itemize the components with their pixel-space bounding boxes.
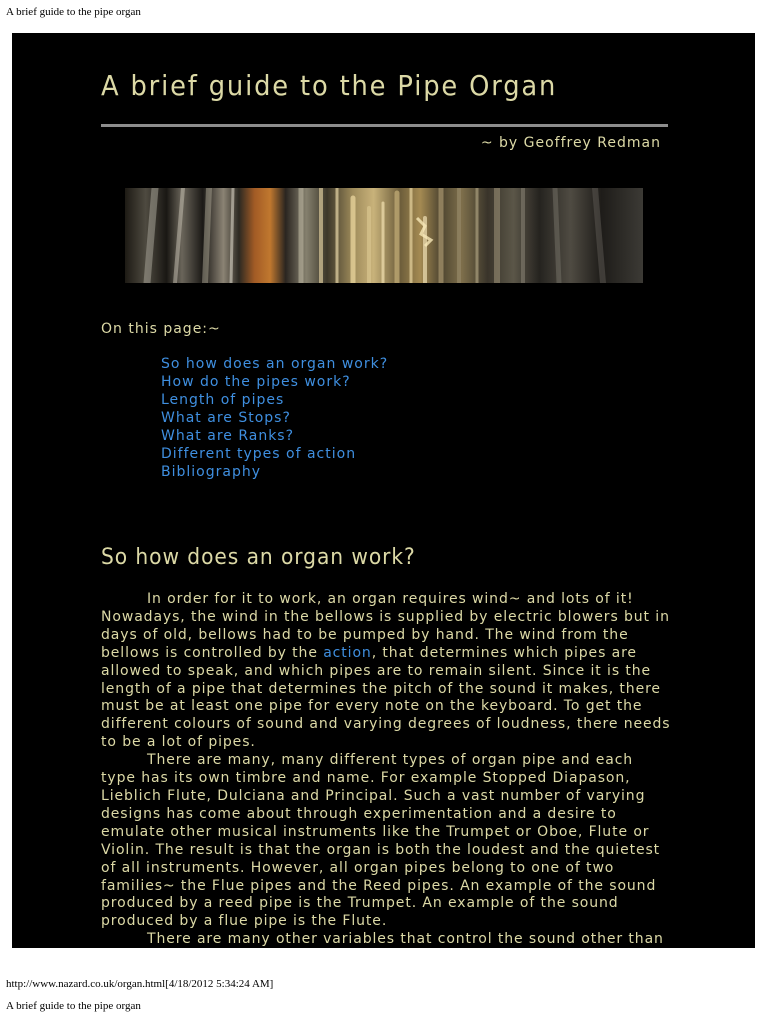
print-footer-title: A brief guide to the pipe organ — [6, 1000, 141, 1012]
section-heading-how-organ-works: So how does an organ work? — [101, 545, 416, 570]
paragraph-2: There are many, many different types of organ pipe and each type has its own timbre and name. For example Stopped Diapason, Lieblich Flute, Dulciana and Principal. Such a vast number of varying designs has come about through experimentation and a desire to emulate other musical instruments like the Trumpet or Oboe, Flute or Violin. The result is that the organ is both the loudest and the quietest of all instruments. However, all organ pipes belong to one of two families~ the Flue pipes and the Reed pipes. An example of the sound produced by a reed pipe is the Trumpet. An example of the sound produced by a flue pipe is the Flute. — [101, 752, 661, 930]
table-of-contents — [161, 355, 388, 481]
toc-link-how-organ-works[interactable]: So how does an organ work? — [161, 356, 389, 372]
action-link[interactable]: action — [323, 644, 372, 661]
toc-item[interactable] — [161, 373, 388, 391]
organ-pipes-banner-image — [125, 188, 643, 283]
toc-item[interactable] — [161, 463, 388, 481]
print-header-title: A brief guide to the pipe organ — [6, 6, 141, 18]
toc-link-bibliography[interactable]: Bibliography — [161, 464, 261, 480]
toc-item[interactable] — [161, 427, 388, 445]
organ-pipes-illustration — [125, 188, 643, 283]
paragraph-1-text-a: In order for it to work, an organ requires wind~ and lots of it! Nowadays, the wind in the bellows is supplied by electric blowers but in days of old, bellows had to be pumped by hand. The wind from the bellows is controlled by the — [101, 591, 670, 661]
paragraph-1-text-b: , that determines which pipes are allowed to speak, and which pipes are to remain silent. Since it is the length of a pipe that determines the pitch of the sound it makes, there must be at least one pipe for every note on the keyboard. To get the different colours of sound and varying degrees of loudness, there needs to be a lot of pipes. — [101, 644, 671, 751]
toc-link-ranks[interactable]: What are Ranks? — [161, 428, 295, 444]
section-body — [101, 591, 673, 948]
toc-item[interactable] — [161, 355, 388, 373]
toc-item[interactable] — [161, 391, 388, 409]
paragraph-1 — [101, 591, 673, 752]
toc-link-how-pipes-work[interactable]: How do the pipes work? — [161, 374, 351, 390]
toc-link-stops[interactable]: What are Stops? — [161, 410, 291, 426]
page-title: A brief guide to the Pipe Organ — [101, 69, 558, 102]
print-footer-url: http://www.nazard.co.uk/organ.html[4/18/2012 5:34:24 AM] — [6, 978, 274, 990]
author-byline: ~ by Geoffrey Redman — [480, 135, 661, 151]
toc-item[interactable] — [161, 445, 388, 463]
title-divider — [101, 124, 668, 127]
toc-link-types-of-action[interactable]: Different types of action — [161, 446, 357, 462]
page-body — [12, 33, 755, 948]
paragraph-3: There are many other variables that control the sound other than — [147, 931, 664, 948]
toc-link-length-of-pipes[interactable]: Length of pipes — [161, 392, 285, 408]
on-this-page-label: On this page:~ — [101, 321, 221, 337]
toc-item[interactable] — [161, 409, 388, 427]
